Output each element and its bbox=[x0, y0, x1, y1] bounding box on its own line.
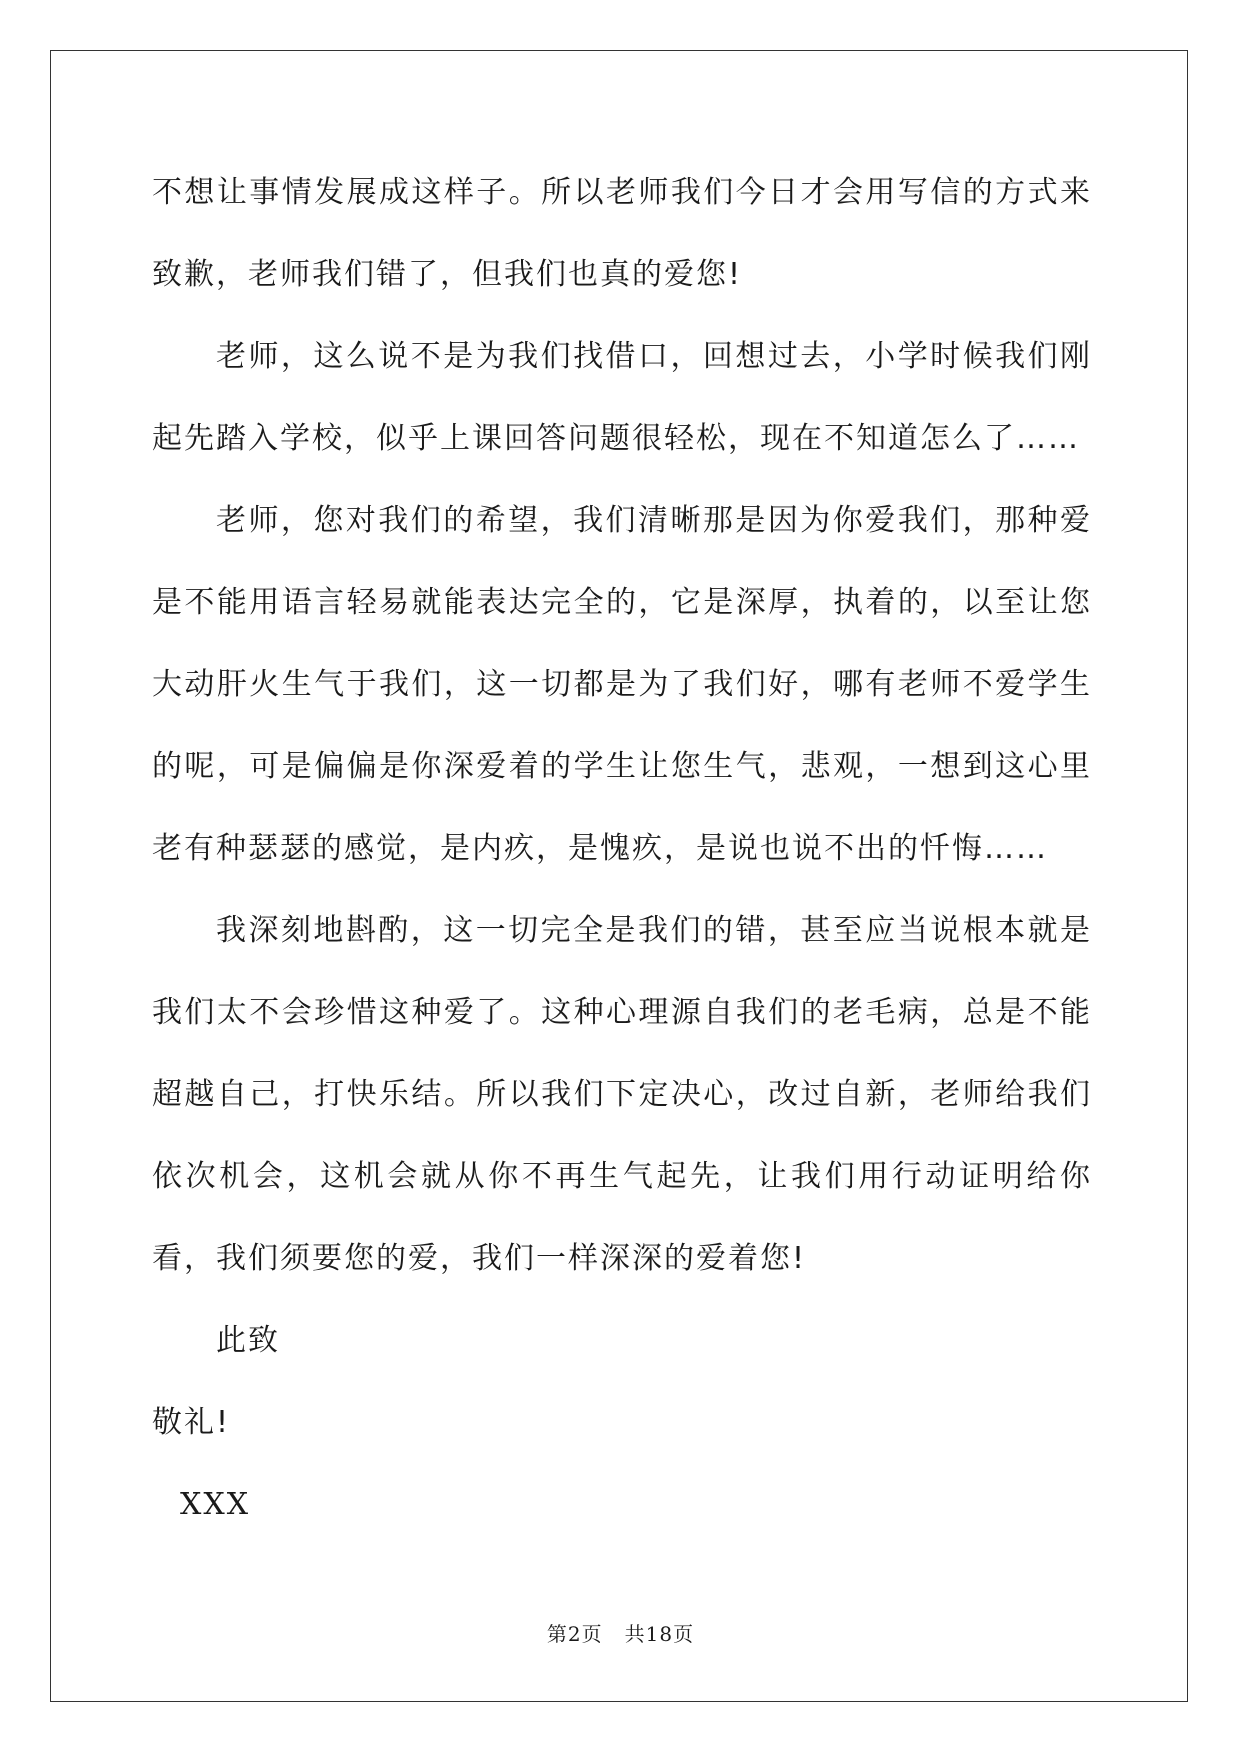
paragraph-reflection: 我深刻地斟酌，这一切完全是我们的错，甚至应当说根本就是我们太不会珍惜这种爱了。这种心理源自我们的老毛病，总是不能超越自己，打快乐结。所以我们下定决心，改过自新，老师给我们依次机会，这机会就从你不再生气起先，让我们用行动证明给你看，我们须要您的爱，我们一样深深的爱着您! bbox=[152, 913, 1092, 1276]
paragraph-hope: 老师，您对我们的希望，我们清晰那是因为你爱我们，那种爱是不能用语言轻易就能表达完全的，它是深厚，执着的，以至让您大动肝火生气于我们，这一切都是为了我们好，哪有老师不爱学生的呢，可是偏偏是你深爱着的学生让您生气，悲观，一想到这心里老有种瑟瑟的感觉，是内疚，是愧疚，是说也说不出的忏悔…… bbox=[152, 503, 1092, 866]
current-page-number: 第2页 bbox=[546, 1622, 603, 1646]
signature: XXX bbox=[180, 1487, 251, 1522]
closing-salute: 敬礼! bbox=[152, 1405, 231, 1440]
total-page-count: 共18页 bbox=[624, 1622, 695, 1646]
page-footer bbox=[0, 1618, 1241, 1647]
paragraph-excuse: 老师，这么说不是为我们找借口，回想过去，小学时候我们刚起先踏入学校，似乎上课回答问题很轻松，现在不知道怎么了…… bbox=[152, 339, 1092, 456]
letter-body bbox=[152, 152, 1092, 1546]
paragraph-continuation: 不想让事情发展成这样子。所以老师我们今日才会用写信的方式来致歉，老师我们错了，但我们也真的爱您! bbox=[152, 175, 1092, 292]
closing-greeting: 此致 bbox=[216, 1323, 280, 1358]
